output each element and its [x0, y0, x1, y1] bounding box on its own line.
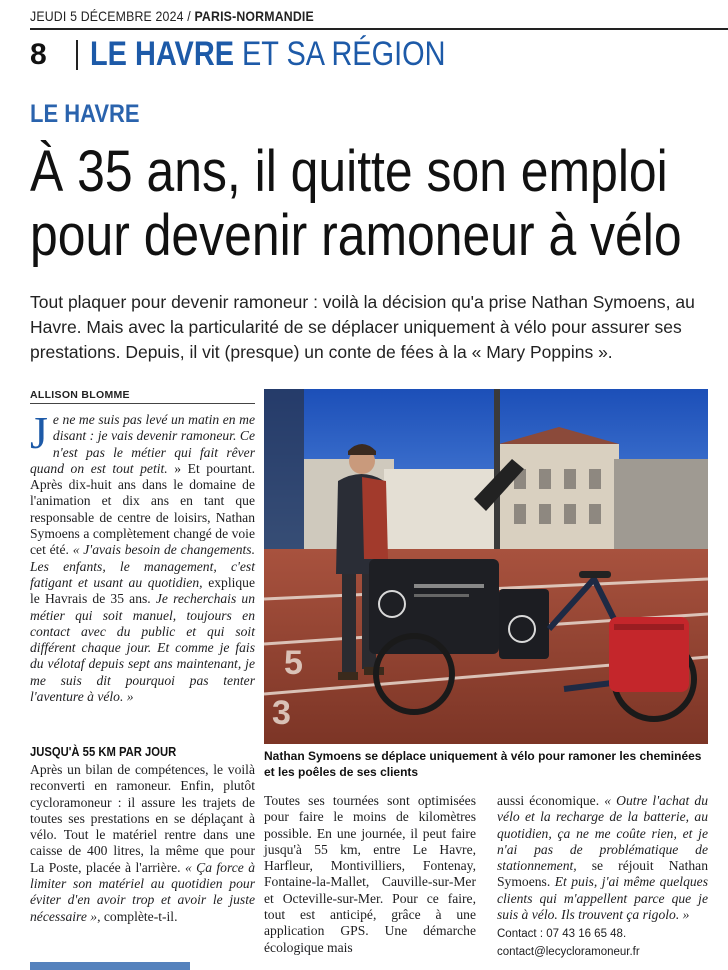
contact-info [497, 925, 708, 961]
quote-cost: « Outre l'achat du vélo et la recharge de la batterie, au quotidien, ça ne me coûte rien, et je n'ai pas de problématique de stationnement, [497, 793, 709, 874]
article-subhead: JUSQU'À 55 KM PAR JOUR [30, 745, 177, 759]
publication-name: PARIS-NORMANDIE [194, 8, 314, 24]
byline-rule [30, 403, 255, 404]
article-byline: ALLISON BLOMME [30, 389, 130, 401]
contact-email: contact@lecycloramoneur.fr [497, 946, 640, 959]
quote-equipment: « Ça force à limiter son matériel au quotidien pour éviter d'en avoir trop et avoir le juste nécessaire » [30, 859, 255, 924]
section-title-bold: LE HAVRE [90, 35, 234, 73]
attribution-equipment: , complète-t-il. [97, 908, 178, 924]
article-column-2: Toutes ses tournées sont optimisées pour faire le moins de kilomètres possible. En une journée, il peut faire jusqu'à 55 km, entre Le Havre, Harfleur, Montivilliers, Fontenay, Fontaine-la-Mallet, Cauville-sur-Mer et Octeville-sur-Mer. Pour ce faire, tout est anticipé, grâce à une application GPS. Une démarche écologique mais [264, 793, 476, 955]
contact-phone: Contact : 07 43 16 65 48. [497, 928, 627, 941]
next-article-heading-fragment [30, 962, 190, 970]
drop-cap: J [30, 407, 48, 458]
article-column-3 [497, 793, 708, 961]
section-title [90, 35, 445, 74]
header-rule [30, 28, 728, 30]
section-title-rest: ET SA RÉGION [242, 35, 446, 73]
headline-line-1: À 35 ans, il quitte son emploi [30, 139, 668, 204]
article-kicker: LE HAVRE [30, 100, 140, 128]
dateline-separator: / [187, 8, 191, 24]
article-photo [264, 389, 708, 744]
quote-changes: « J'avais besoin de changements. Les enfants, le management, c'est fatigant et usant au quotidien, [30, 542, 255, 590]
svg-text:3: 3 [272, 694, 291, 732]
paragraph-intro: » Et pourtant. Après dix-huit ans dans le domaine de l'animation et dix ans en tant que responsable de centre de loisirs, Nathan Symoens a complètement changé de voie cet été. [30, 460, 255, 558]
paragraph-economic: aussi économique. [497, 793, 600, 808]
dateline [30, 8, 314, 24]
headline-line-2: pour devenir ramoneur à vélo [30, 203, 682, 268]
article-headline [30, 140, 684, 268]
photo-caption: Nathan Symoens se déplace uniquement à vélo pour ramoner les cheminées et les poêles de ses clients [264, 749, 702, 779]
attribution-cost: se réjouit Nathan Symoens. [497, 858, 708, 890]
quote-intro: e ne me suis pas levé un matin en me disant : je vais devenir ramoneur. Ce n'est pas le métier qui fait rêver quand on est tout petit. [30, 412, 255, 476]
page-number-divider [76, 40, 78, 70]
article-column-1-continued [30, 762, 255, 925]
svg-text:5: 5 [284, 644, 303, 682]
page-number: 8 [30, 38, 47, 71]
quote-manual-job: Je recherchais un métier qui soit manuel, toujours en contact avec du public et qui soit différent chaque jour. Et comme je fais du vélotaf depuis sept ans maintenant, je me suis dit pourquoi pas tenter l'aventure à vélo. » [30, 591, 256, 705]
paragraph-reconversion: Après un bilan de compétences, le voilà reconverti en ramoneur. Enfin, plutôt cycloramoneur : il assure les trajets de toutes ses prestations en se déplaçant à vélo. Tout le matériel rentre dans une caisse de 400 litres, la même que pour La Poste, placée à l'arrière. [30, 762, 255, 875]
article-column-1 [30, 407, 256, 705]
quote-clients: Et puis, j'ai même quelques clients qui m'appellent parce que je suis à vélo. Ils trouvent ça rigolo. » [497, 874, 708, 923]
issue-date: JEUDI 5 DÉCEMBRE 2024 [30, 8, 184, 24]
attribution: explique le Havrais de 35 ans. [30, 574, 255, 607]
article-lede: Tout plaquer pour devenir ramoneur : voilà la décision qu'a prise Nathan Symoens, au Havre. Mais avec la particularité de se déplacer uniquement à vélo pour assurer ses prestations. Depuis, il vit (presque) un conte de fées à la « Mary Poppins ». [30, 292, 695, 362]
